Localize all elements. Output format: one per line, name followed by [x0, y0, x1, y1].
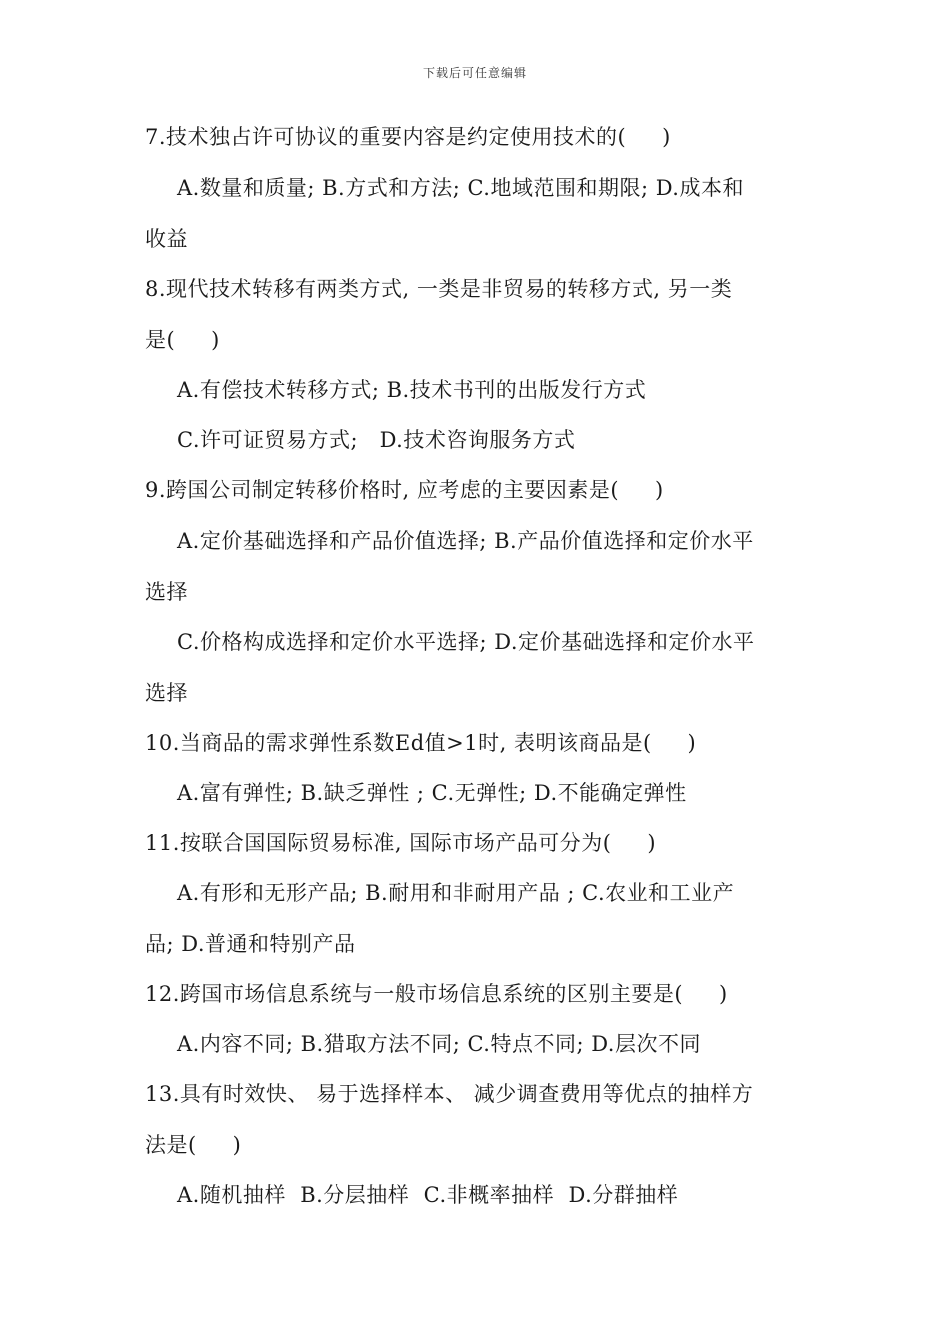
- question-8-options-ab: A.有偿技术转移方式; B.技术书刊的出版发行方式: [177, 378, 647, 402]
- question-8: 8.现代技术转移有两类方式, 一类是非贸易的转移方式, 另一类: [145, 277, 733, 301]
- question-11-options-cont: 品; D.普通和特别产品: [145, 932, 356, 956]
- question-13-options: A.随机抽样 B.分层抽样 C.非概率抽样 D.分群抽样: [177, 1183, 679, 1207]
- question-13: 13.具有时效快、 易于选择样本、 减少调查费用等优点的抽样方: [145, 1082, 754, 1106]
- question-9-options-cd: C.价格构成选择和定价水平选择; D.定价基础选择和定价水平: [177, 630, 755, 654]
- question-12-options: A.内容不同; B.猎取方法不同; C.特点不同; D.层次不同: [177, 1032, 701, 1056]
- question-12: 12.跨国市场信息系统与一般市场信息系统的区别主要是( ): [145, 982, 728, 1006]
- question-11-options: A.有形和无形产品; B.耐用和非耐用产品 ; C.农业和工业产: [177, 881, 735, 905]
- question-8-cont: 是( ): [145, 328, 220, 352]
- question-7-options-cont: 收益: [145, 227, 188, 251]
- question-9-options-ab: A.定价基础选择和产品价值选择; B.产品价值选择和定价水平: [177, 529, 754, 553]
- page-header: 下载后可任意编辑: [422, 66, 527, 80]
- question-9-options-cd-cont: 选择: [145, 681, 188, 705]
- question-11: 11.按联合国国际贸易标准, 国际市场产品可分为( ): [145, 831, 657, 855]
- question-10-options: A.富有弹性; B.缺乏弹性 ; C.无弹性; D.不能确定弹性: [177, 781, 687, 805]
- question-10: 10.当商品的需求弹性系数Ed值>1时, 表明该商品是( ): [145, 731, 697, 755]
- question-7: 7.技术独占许可协议的重要内容是约定使用技术的( ): [145, 125, 671, 149]
- question-9: 9.跨国公司制定转移价格时, 应考虑的主要因素是( ): [145, 478, 664, 502]
- question-7-options: A.数量和质量; B.方式和方法; C.地域范围和期限; D.成本和: [177, 176, 744, 200]
- question-8-options-cd: C.许可证贸易方式; D.技术咨询服务方式: [177, 428, 576, 452]
- question-9-options-ab-cont: 选择: [145, 580, 188, 604]
- question-13-cont: 法是( ): [145, 1133, 242, 1157]
